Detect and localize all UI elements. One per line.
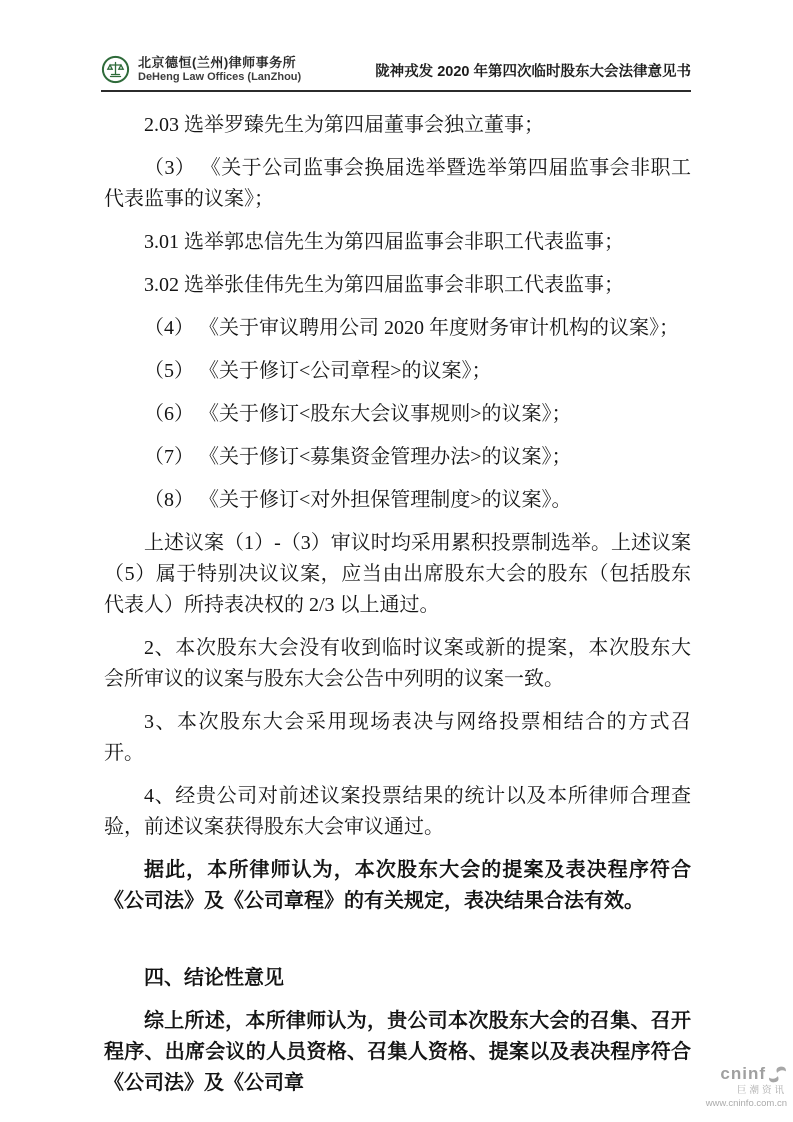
paragraph: 2.03 选举罗臻先生为第四届董事会独立董事； [144,114,544,136]
deheng-scales-emblem-icon [101,55,130,84]
paragraph: 3.02 选举张佳伟先生为第四届监事会非职工代表监事； [144,274,624,296]
paragraph: 2、本次股东大会没有收到临时议案或新的提案，本次股东大会所审议的议案与股东大会公告中列明的议案一致。 [104,637,691,690]
paragraph: （4） 《关于审议聘用公司 2020 年度财务审计机构的议案》； [144,317,679,339]
cninfo-name-cn: 巨潮资讯 [736,1085,787,1097]
paragraph: （8） 《关于修订<对外担保管理制度>的议案》。 [144,489,572,511]
paragraph: 据此，本所律师认为，本次股东大会的提案及表决程序符合《公司法》及《公司章程》的有关规定，表决结果合法有效。 [104,859,691,912]
document-header [101,50,691,92]
paragraph: 综上所述，本所律师认为，贵公司本次股东大会的召集、召开程序、出席会议的人员资格、召集人资格、提案以及表决程序符合《公司法》及《公司章 [104,1010,691,1094]
cninfo-brand-text: cninf [720,1063,766,1083]
document-title: 陇神戎发 2020 年第四次临时股东大会法律意见书 [375,64,691,80]
paragraph: （3） 《关于公司监事会换届选举暨选举第四届监事会非职工代表监事的议案》； [104,157,691,210]
cninfo-swirl-icon [768,1065,787,1084]
law-firm-block [101,55,301,84]
paragraph: 3.01 选举郭忠信先生为第四届监事会非职工代表监事； [144,231,624,253]
cninfo-brand-row [706,1064,787,1084]
law-firm-names [138,56,301,84]
document-body [104,110,691,1111]
cninfo-watermark [706,1064,787,1109]
section-heading: 四、结论性意见 [144,967,284,989]
paragraph: （5） 《关于修订<公司章程>的议案》； [144,360,492,382]
law-firm-name-en: DeHeng Law Offices (LanZhou) [138,70,302,83]
paragraph: 3、本次股东大会采用现场表决与网络投票相结合的方式召开。 [104,711,691,764]
paragraph: （7） 《关于修订<募集资金管理办法>的议案》； [144,446,572,468]
law-firm-name-cn: 北京德恒(兰州)律师事务所 [138,54,297,70]
paragraph: 4、经贵公司对前述议案投票结果的统计以及本所律师合理查验，前述议案获得股东大会审议通过。 [104,785,691,838]
paragraph: 上述议案（1）-（3）审议时均采用累积投票制选举。上述议案（5）属于特别决议议案，应当由出席股东大会的股东（包括股东代表人）所持表决权的 2/3 以上通过。 [104,532,691,616]
cninfo-url: www.cninfo.com.cn [705,1097,787,1109]
paragraph: （6） 《关于修订<股东大会议事规则>的议案》； [144,403,572,425]
